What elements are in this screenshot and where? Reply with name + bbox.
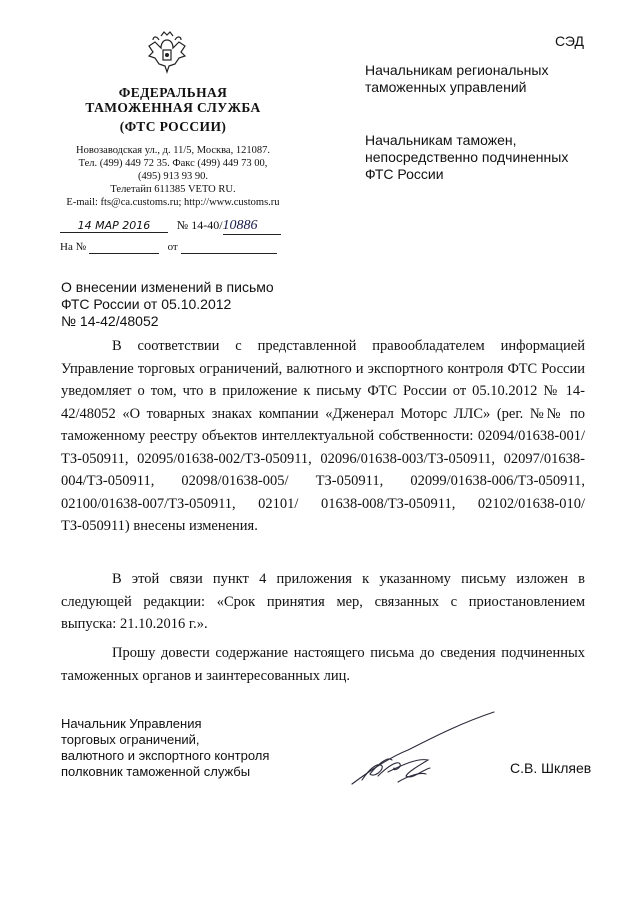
- contact-phone-2: (495) 913 93 90.: [138, 171, 208, 182]
- addressee-line: ФТС России: [365, 166, 444, 182]
- signatory-title-line: валютного и экспортного контроля: [61, 748, 270, 763]
- addressee-line: непосредственно подчиненных: [365, 149, 569, 165]
- reference-number-blank: [89, 241, 159, 254]
- letter-body: [61, 335, 585, 538]
- signatory-title-line: полковник таможенной службы: [61, 764, 251, 779]
- signatory-title-line: торговых ограничений,: [61, 732, 200, 747]
- outgoing-registration: [60, 218, 281, 235]
- org-name-short: (ФТС РОССИИ): [119, 119, 227, 134]
- outgoing-date: 14 МАР 2016: [60, 219, 168, 233]
- reference-na-label: На №: [60, 241, 87, 253]
- outgoing-number-handwritten: 10886: [223, 218, 281, 235]
- sed-mark: СЭД: [554, 33, 584, 49]
- contact-address: Новозаводская ул., д. 11/5, Москва, 121087.: [76, 145, 270, 156]
- letter-body-3: [61, 642, 585, 687]
- outgoing-number-prefix: № 14-40/: [176, 218, 223, 232]
- addressee-line: Начальникам региональных: [365, 62, 549, 78]
- reference-line: [60, 241, 277, 254]
- org-name-line1: ФЕДЕРАЛЬНАЯ: [118, 85, 228, 100]
- addressee-group-1: [365, 62, 548, 96]
- subject-line: ФТС России от 05.10.2012: [61, 296, 232, 312]
- reference-ot-label: от: [167, 241, 178, 253]
- subject-line: О внесении изменений в письмо: [61, 279, 274, 295]
- signatory-title: [61, 716, 269, 780]
- signer-name: С.В. Шкляев: [510, 760, 592, 776]
- subject-line: № 14-42/48052: [61, 313, 159, 329]
- addressee-group-2: [365, 132, 568, 183]
- signatory-title-line: Начальник Управления: [61, 716, 202, 731]
- reference-date-blank: [181, 241, 277, 254]
- body-paragraph-3: Прошу довести содержание настоящего письма до сведения подчиненных таможенных органов и заинтересованных лиц.: [61, 645, 585, 684]
- body-paragraph-1: В соответствии с представленной правообладателем информацией Управление торговых ограничений, валютного и экспортного контроля ФТС России уведомляет о том, что в приложение к письму ФТС России от 05.10.2012 № 14-42/48052 «О товарных знаках компании «Дженерал Моторс ЛЛС» (рег. №№ по таможенному реестру объектов интеллектуальной собственности: 02094/01638-001/ТЗ-050911, 02095/01638-002/ТЗ-050911, 02096/01638-003/ТЗ-050911, 02097/01638-004/ТЗ-050911, 02098/01638-005/ ТЗ-050911, 02099/01638-006/ТЗ-050911, 02100/01638-007/ТЗ-050911, 02101/ 01638-008/ТЗ-050911, 02102/01638-010/ТЗ-050911) внесены изменения.: [61, 338, 585, 534]
- letter-subject: [61, 279, 274, 330]
- contact-phone: Тел. (499) 449 72 35. Факс (499) 449 73 00,: [78, 158, 268, 169]
- addressee-line: Начальникам таможен,: [365, 132, 517, 148]
- org-name-line2: ТАМОЖЕННАЯ СЛУЖБА: [85, 100, 261, 115]
- letter-body-2: [61, 568, 585, 636]
- addressee-line: таможенных управлений: [365, 79, 527, 95]
- contact-email: E-mail: fts@ca.customs.ru; http://www.customs.ru: [66, 197, 280, 208]
- handwritten-signature: [348, 710, 498, 790]
- body-paragraph-2: В этой связи пункт 4 приложения к указанному письму изложен в следующей редакции: «Срок принятия мер, связанных с приостановлением выпуска: 21.10.2016 г.».: [61, 571, 585, 632]
- contact-teletype: Телетайп 611385 VETO RU.: [110, 184, 236, 195]
- coat-of-arms-emblem: [145, 30, 189, 78]
